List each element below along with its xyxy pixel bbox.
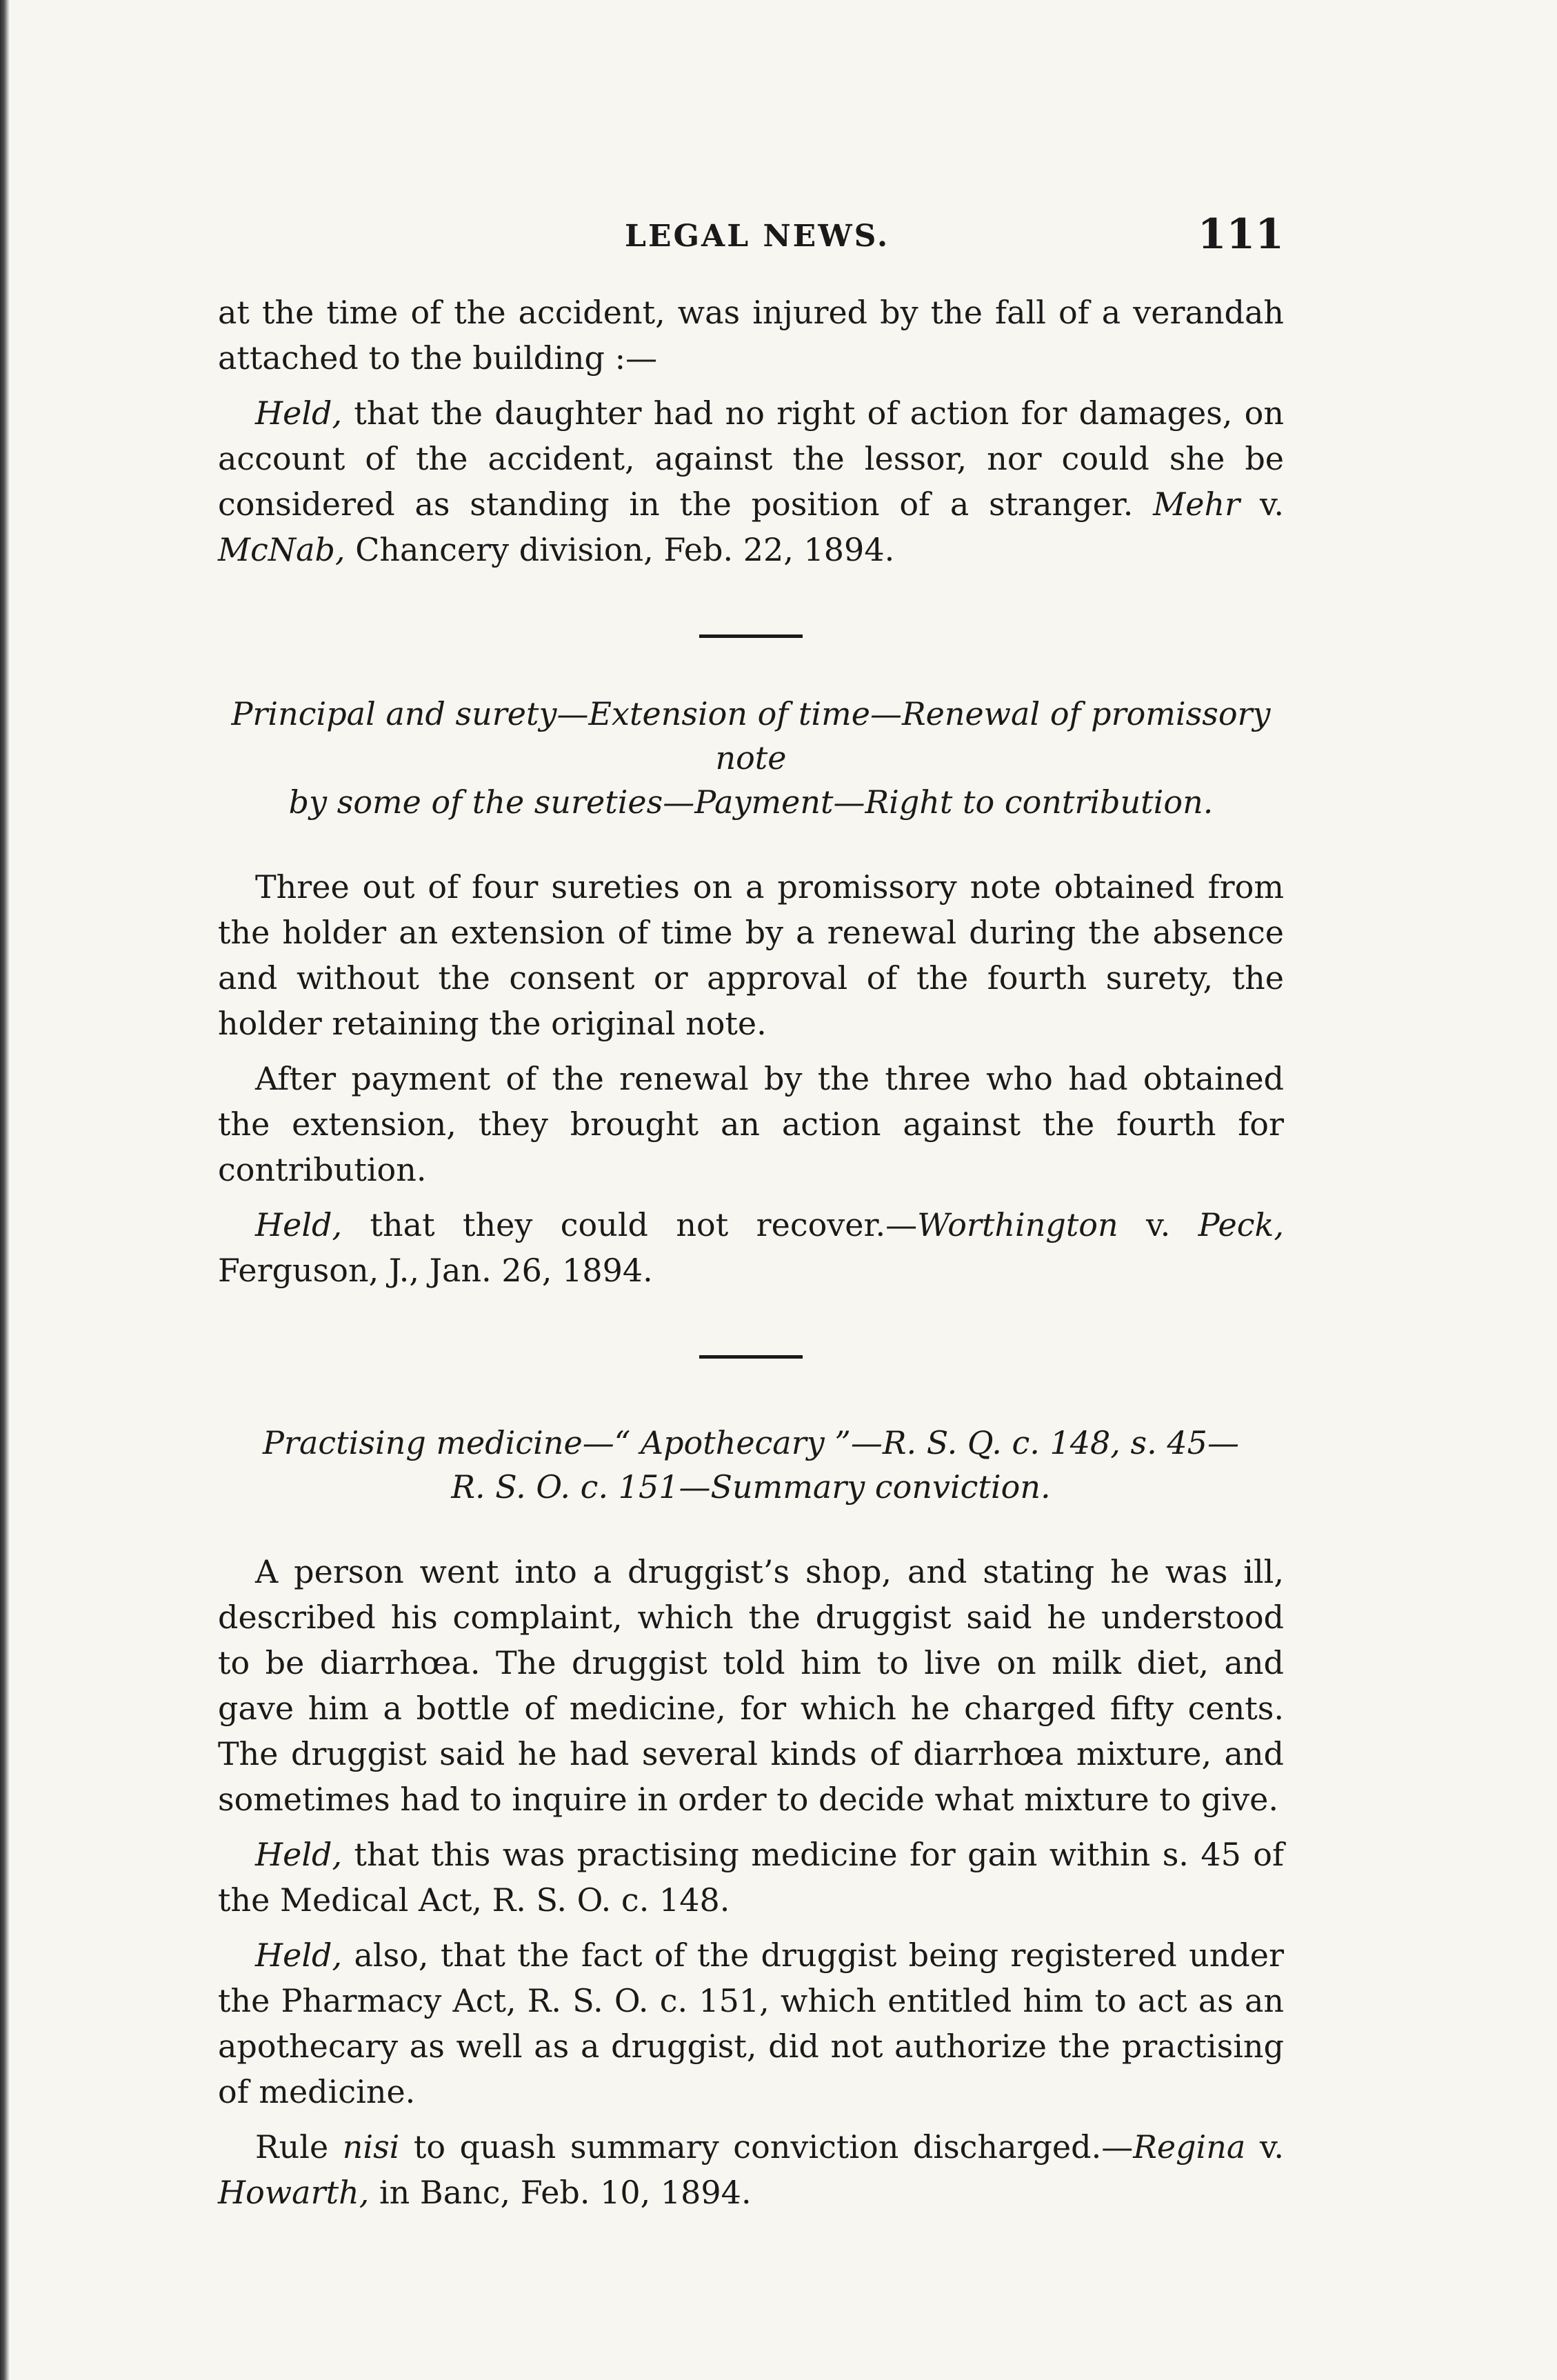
citation-party-1: Worthington [917,1206,1118,1243]
case-howarth-holding-1 [218,1832,1284,1923]
case-howarth-heading [218,1421,1284,1509]
held-text: that the daughter had no right of action for damages, on account of the accident, against the lessor, nor could she be considered as standing in the position of a stranger. [218,394,1284,523]
page-body [218,290,1284,2215]
citation-details: Chancery division, Feb. 22, 1894. [345,531,895,568]
citation-party-2: Howarth, [218,2174,370,2211]
heading-line: Practising medicine—“ Apothecary ”—R. S. Q. c. 148, s. 45— [263,1424,1239,1461]
case-worthington-action: After payment of the renewal by the three who had obtained the extension, they brought an action against the fourth for contribution. [218,1060,1284,1188]
case-mehr-paragraph: at the time of the accident, was injured by the fall of a verandah attached to the building :— [218,294,1284,377]
page-binding-edge [0,0,10,2380]
case-mehr-holding [218,390,1284,572]
held-label: Held, [255,1206,343,1243]
held-text: also, that the fact of the druggist being registered under the Pharmacy Act, R. S. O. c. 151, which entitled him to act as an apothecary as well as a druggist, did not authorize the practising of medicine. [218,1937,1284,2110]
running-header [218,210,1284,266]
citation-versus: v. [1245,2128,1284,2166]
page-number: 111 [1197,210,1284,259]
case-howarth-holding-2 [218,1932,1284,2114]
case-worthington-heading [218,692,1284,824]
citation-versus: v. [1118,1206,1198,1243]
citation-party-1: Mehr [1153,486,1240,523]
heading-line: R. S. O. c. 151—Summary conviction. [451,1468,1051,1506]
citation-details: Ferguson, J., Jan. 26, 1894. [218,1252,653,1289]
heading-line: Principal and surety—Extension of time—Renewal of promissory note [231,695,1271,777]
held-text: that this was practising medicine for gain within s. 45 of the Medical Act, R. S. O. c. 148. [218,1836,1284,1919]
citation-party-2: McNab, [218,531,345,568]
citation-party-1: Regina [1133,2128,1246,2166]
case-worthington-facts: Three out of four sureties on a promissory note obtained from the holder an extension of time by a renewal during the absence and without the consent or approval of the fourth surety, the holder retaining the original note. [218,868,1284,1042]
section-divider [699,634,803,638]
held-label: Held, [255,1937,343,1974]
case-howarth-facts: A person went into a druggist’s shop, and stating he was ill, described his complaint, which the druggist said he understood to be diarrhœa. The druggist told him to live on milk diet, and gave him a bottle of medicine, for which he charged fifty cents. The druggist said he had several kinds of diarrhœa mixture, and sometimes had to inquire in order to decide what mixture to give. [218,1553,1284,1818]
section-divider [699,1355,803,1359]
rule-text: Rule [255,2128,343,2166]
held-label: Held, [255,394,343,432]
rule-nisi: nisi [342,2128,400,2166]
case-worthington-holding [218,1202,1284,1293]
heading-line: by some of the sureties—Payment—Right to contribution. [288,783,1214,821]
held-label: Held, [255,1836,343,1873]
citation-details: in Banc, Feb. 10, 1894. [369,2174,752,2211]
held-text: that they could not recover.— [342,1206,918,1243]
citation-versus: v. [1240,486,1284,523]
header-title: LEGAL NEWS. [625,219,890,254]
rule-text: to quash summary conviction discharged.— [399,2128,1134,2166]
case-howarth-disposition [218,2124,1284,2215]
citation-party-2: Peck, [1198,1206,1284,1243]
